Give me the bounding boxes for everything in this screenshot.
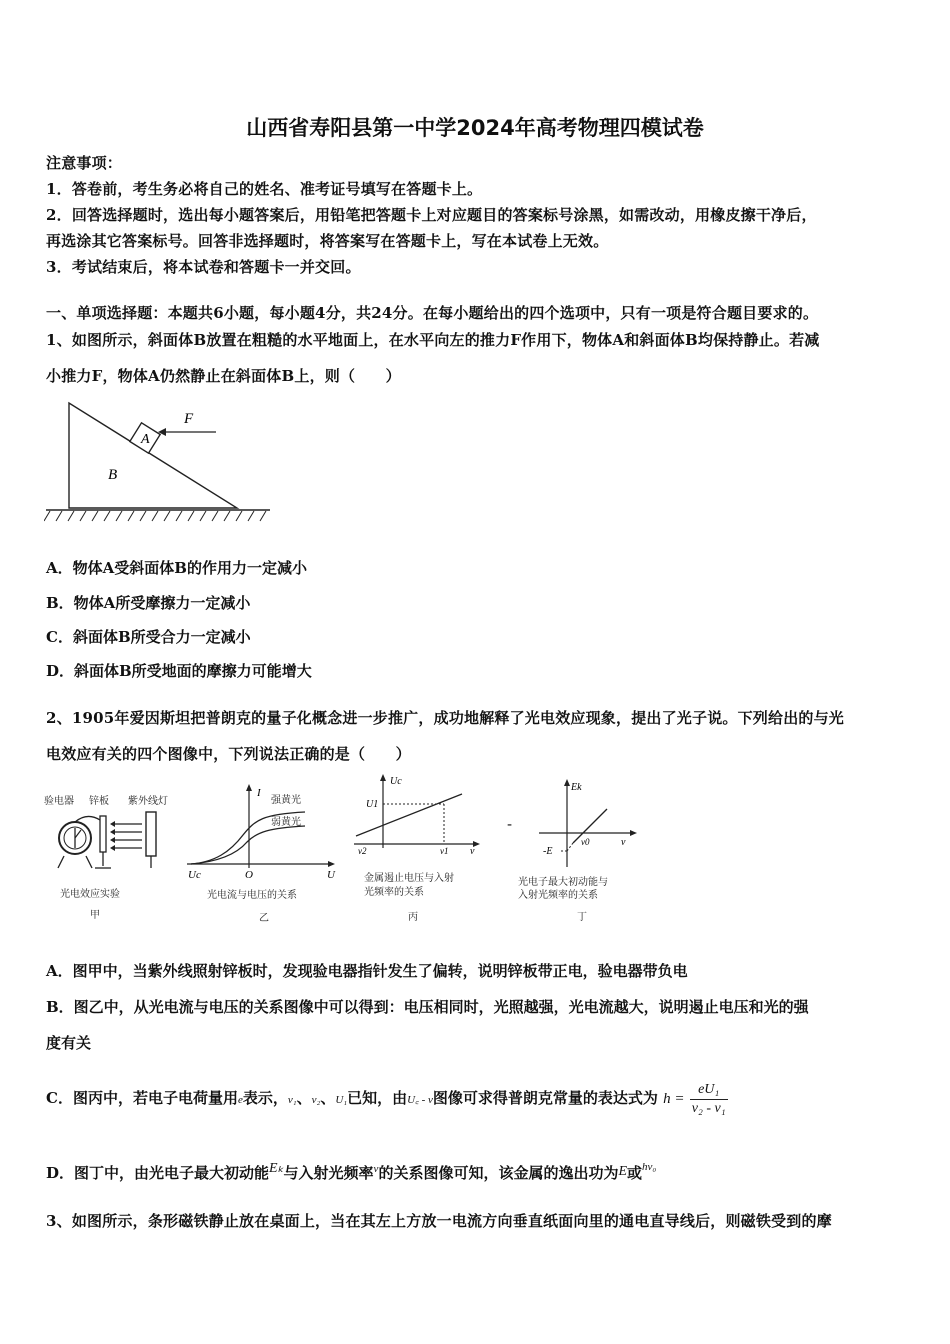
yi-axis-u: U — [327, 869, 335, 881]
jia-label-electroscope: 验电器 — [44, 796, 74, 807]
q2-option-d: D．图丁中，由光电子最大初动能Eₖ与入射光频率$^\nu$的关系图像可知，该金属的逸出功为E或$^{h\nu_0}$ — [46, 1161, 657, 1182]
q2-option-b-line1: B．图乙中，从光电流与电压的关系图像中可以得到：电压相同时，光照越强，光电流越大，说明遏止电压和光的强 — [46, 998, 809, 1016]
ding-neg-e: -E — [543, 846, 553, 857]
q1-stem-line1: 1、如图所示，斜面体B放置在粗糙的水平地面上，在水平向左的推力F作用下，物体A和斜面体B均保持静止。若减 — [46, 331, 820, 349]
ding-v0: ν0 — [581, 837, 590, 847]
yi-caption: 光电流与电压的关系 — [207, 890, 297, 901]
formula-fraction: $\frac{\text{eU₁}}{\text{v₂ - v₁}}$ — [691, 1081, 726, 1116]
yi-label-strong: 强黄光 — [271, 795, 301, 806]
bing-caption-1: 金属遏止电压与入射 — [364, 873, 454, 884]
q1-option-b: B．物体A所受摩擦力一定减小 — [46, 594, 251, 612]
ding-name: 丁 — [577, 912, 587, 923]
notice-item-1: 1．答卷前，考生务必将自己的姓名、准考证号填写在答题卡上。 — [46, 180, 483, 198]
jia-label-uv-lamp: 紫外线灯 — [128, 796, 168, 807]
uv-rays — [112, 824, 142, 848]
ding-caption-2: 入射光频率的关系 — [518, 890, 598, 901]
ding-axis-v: ν — [621, 837, 626, 848]
formula-h: h = — [663, 1091, 685, 1107]
section-heading: 一、单项选择题：本题共6小题，每小题4分，共24分。在每小题给出的四个选项中，只有一项是符合题目要求的。 — [46, 304, 819, 322]
q2-option-a: A．图甲中，当紫外线照射锌板时，发现验电器指针发生了偏转，说明锌板带正电，验电器带负电 — [46, 962, 688, 980]
bing-v1: ν1 — [440, 846, 449, 856]
page-title: 山西省寿阳县第一中学2024年高考物理四模试卷 — [246, 116, 704, 140]
q1-incline-figure — [44, 395, 274, 530]
fig-bing — [352, 770, 487, 930]
bing-caption-2: 光频率的关系 — [364, 887, 424, 898]
yi-curve-weak — [191, 826, 305, 864]
yi-name: 乙 — [259, 913, 269, 924]
bing-u1: U1 — [366, 799, 379, 810]
yi-uc: Uc — [188, 869, 201, 881]
bing-v2: ν2 — [358, 846, 367, 856]
bing-name: 丙 — [408, 912, 418, 923]
q1-option-c: C．斜面体B所受合力一定减小 — [46, 628, 251, 646]
notice-item-3: 3．考试结束后，将本试卷和答题卡一并交回。 — [46, 258, 361, 276]
q2-option-b-line2: 度有关 — [46, 1034, 92, 1052]
fig-jia — [42, 790, 182, 930]
q2-stem-line2: 电效应有关的四个图像中，下列说法正确的是（ ） — [46, 745, 411, 763]
yi-axis-i: I — [257, 787, 261, 799]
jia-caption: 光电效应实验 — [60, 889, 120, 900]
notice-heading: 注意事项： — [46, 154, 123, 172]
q1-option-d: D．斜面体B所受地面的摩擦力可能增大 — [46, 662, 312, 680]
label-b: B — [108, 467, 118, 483]
fig-ding — [515, 775, 645, 930]
stray-dash: - — [507, 815, 513, 833]
bing-axis-v: ν — [470, 846, 475, 857]
q2-stem-line1: 2、1905年爱因斯坦把普朗克的量子化概念进一步推广，成功地解释了光电效应现象，提出了光子说。下列给出的与光 — [46, 709, 844, 727]
ding-line — [573, 809, 607, 843]
q2-option-c: C．图丙中，若电子电荷量用e表示，v₁、v₂、U₁已知，由U꜀ - v图像可求得普朗克常量的表达式为 h = $\frac{\text{eU₁}}{\text{v₂ - v₁}}$ — [46, 1081, 726, 1116]
bing-axis-uc: Uc — [390, 776, 402, 787]
q1-stem-line2: 小推力F，物体A仍然静止在斜面体B上，则（ ） — [46, 367, 401, 385]
ding-caption-1: 光电子最大初动能与 — [518, 877, 608, 888]
jia-name: 甲 — [90, 910, 100, 921]
zinc-plate-icon — [100, 816, 106, 852]
incline-block-b — [69, 403, 237, 508]
notice-item-2-cont: 再选涂其它答案标号。回答非选择题时，将答案写在答题卡上，写在本试卷上无效。 — [46, 232, 609, 250]
uv-lamp-icon — [146, 812, 156, 856]
ground-hatching — [44, 511, 266, 521]
yi-label-weak: 弱黄光 — [271, 817, 301, 828]
fig-yi — [185, 780, 340, 930]
jia-label-zinc: 锌板 — [89, 796, 109, 807]
q3-stem-line1: 3、如图所示，条形磁铁静止放在桌面上，当在其左上方放一电流方向垂直纸面向里的通电直导线后，则磁铁受到的摩 — [46, 1212, 832, 1230]
label-f: F — [184, 411, 194, 427]
notice-item-2: 2．回答选择题时，选出每小题答案后，用铅笔把答题卡上对应题目的答案标号涂黑，如需改动，用橡皮擦干净后， — [46, 206, 817, 224]
q1-option-a: A．物体A受斜面体B的作用力一定减小 — [46, 559, 307, 577]
yi-origin: O — [245, 869, 253, 881]
label-a: A — [141, 432, 150, 447]
ding-axis-ek: Ek — [571, 782, 582, 793]
